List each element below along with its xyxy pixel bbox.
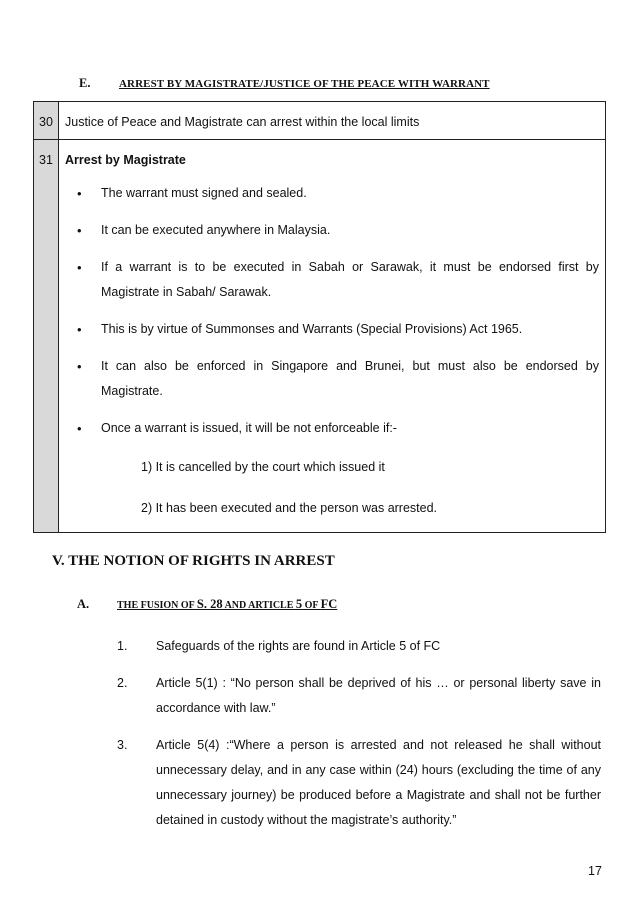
title-part: THE FUSION OF	[117, 600, 197, 611]
row-body	[59, 140, 606, 533]
paragraph-text: Article 5(1) : “No person shall be deprived of his … or personal liberty save in accordance with law.”	[156, 676, 601, 715]
sub-list-item: 1) It is cancelled by the court which issued it	[141, 460, 385, 474]
section-a-letter: A.	[77, 597, 90, 611]
section-a-heading	[77, 597, 337, 612]
page-number: 17	[588, 864, 602, 878]
list-item: • If a warrant is to be executed in Sabah or Sarawak, it must be endorsed first by Magistrate in Sabah/ Sarawak.	[65, 255, 599, 305]
row-number: 30	[34, 102, 59, 140]
paragraph-text: Article 5(4) :“Where a person is arrested and not released he shall without unnecessary delay, and in any case within (24) hours (excluding the time of any unnecessary journey) be produced before a Magistrate and shall not be further detained in custody without the magistrate’s authority.”	[156, 738, 601, 827]
section-a-title	[117, 597, 338, 611]
section-v-heading: V. THE NOTION OF RIGHTS IN ARREST	[52, 553, 335, 569]
section-e-letter: E.	[79, 76, 91, 90]
paragraph-number: 1.	[117, 639, 128, 653]
paragraph	[117, 634, 601, 659]
paragraph-list	[117, 634, 601, 845]
title-part: S. 28	[196, 597, 223, 611]
list-item: • Once a warrant is issued, it will be not enforceable if:-	[65, 416, 599, 441]
sub-list	[65, 455, 599, 521]
row-number: 31	[34, 140, 59, 533]
table-row	[34, 140, 606, 533]
paragraph	[117, 671, 601, 721]
section-e-heading	[79, 76, 490, 91]
title-part: 5	[295, 597, 303, 611]
row-text: Justice of Peace and Magistrate can arrest within the local limits	[59, 102, 606, 140]
list-item: • This is by virtue of Summonses and Warrants (Special Provisions) Act 1965.	[65, 317, 599, 342]
paragraph-number: 2.	[117, 676, 128, 690]
row-title: Arrest by Magistrate	[65, 153, 186, 167]
list-item: • The warrant must signed and sealed.	[65, 181, 599, 206]
rules-table	[33, 101, 606, 533]
title-part: FC	[320, 597, 338, 611]
sub-list-item: 2) It has been executed and the person was arrested.	[141, 501, 438, 515]
title-part: OF	[302, 600, 321, 611]
table-row	[34, 102, 606, 140]
list-item: • It can also be enforced in Singapore and Brunei, but must also be endorsed by Magistrate.	[65, 354, 599, 404]
list-item: • It can be executed anywhere in Malaysia.	[65, 218, 599, 243]
section-e-title: ARREST BY MAGISTRATE/JUSTICE OF THE PEACE WITH WARRANT	[119, 78, 490, 90]
title-part: AND ARTICLE	[222, 600, 296, 611]
paragraph-number: 3.	[117, 738, 128, 752]
paragraph-text: Safeguards of the rights are found in Article 5 of FC	[156, 639, 441, 653]
paragraph	[117, 733, 601, 833]
bullet-list	[65, 181, 599, 441]
